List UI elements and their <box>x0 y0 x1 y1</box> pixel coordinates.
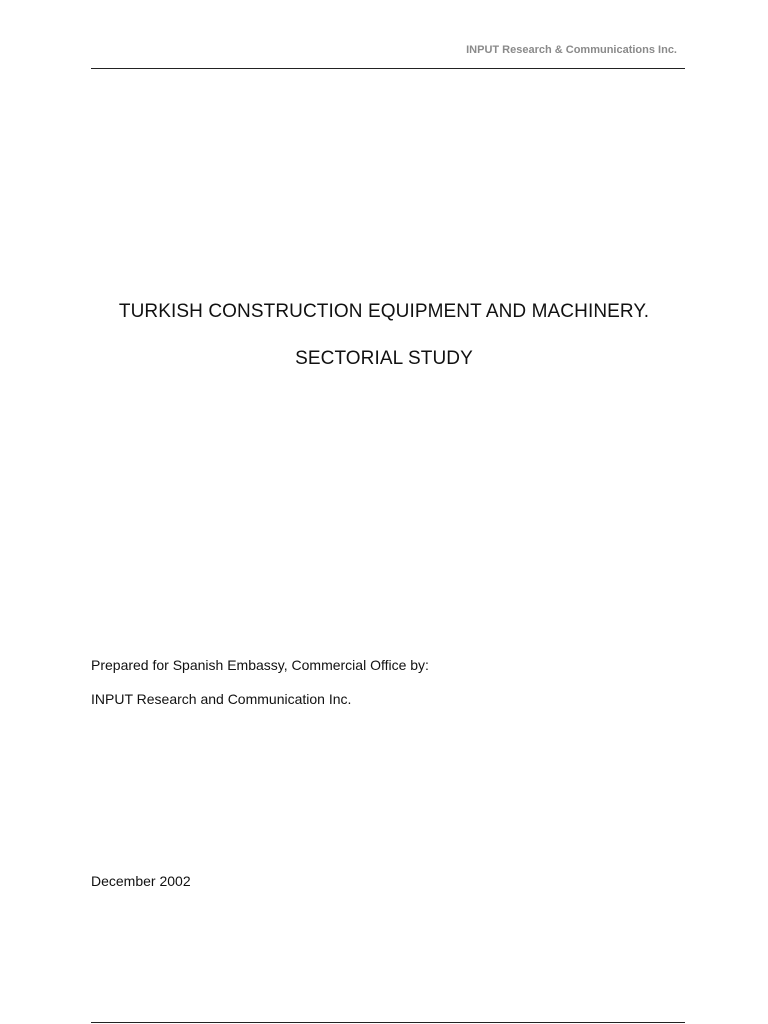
header-rule <box>91 68 685 69</box>
document-title: TURKISH CONSTRUCTION EQUIPMENT AND MACHINERY. <box>118 301 650 322</box>
footer-rule <box>91 1022 685 1023</box>
prepared-for-text: Prepared for Spanish Embassy, Commercial Office by: <box>91 657 429 673</box>
document-date: December 2002 <box>91 873 191 889</box>
header-company: INPUT Research & Communications Inc. <box>466 44 677 56</box>
prepared-by-company: INPUT Research and Communication Inc. <box>91 691 352 707</box>
document-subtitle: SECTORIAL STUDY <box>295 348 473 369</box>
